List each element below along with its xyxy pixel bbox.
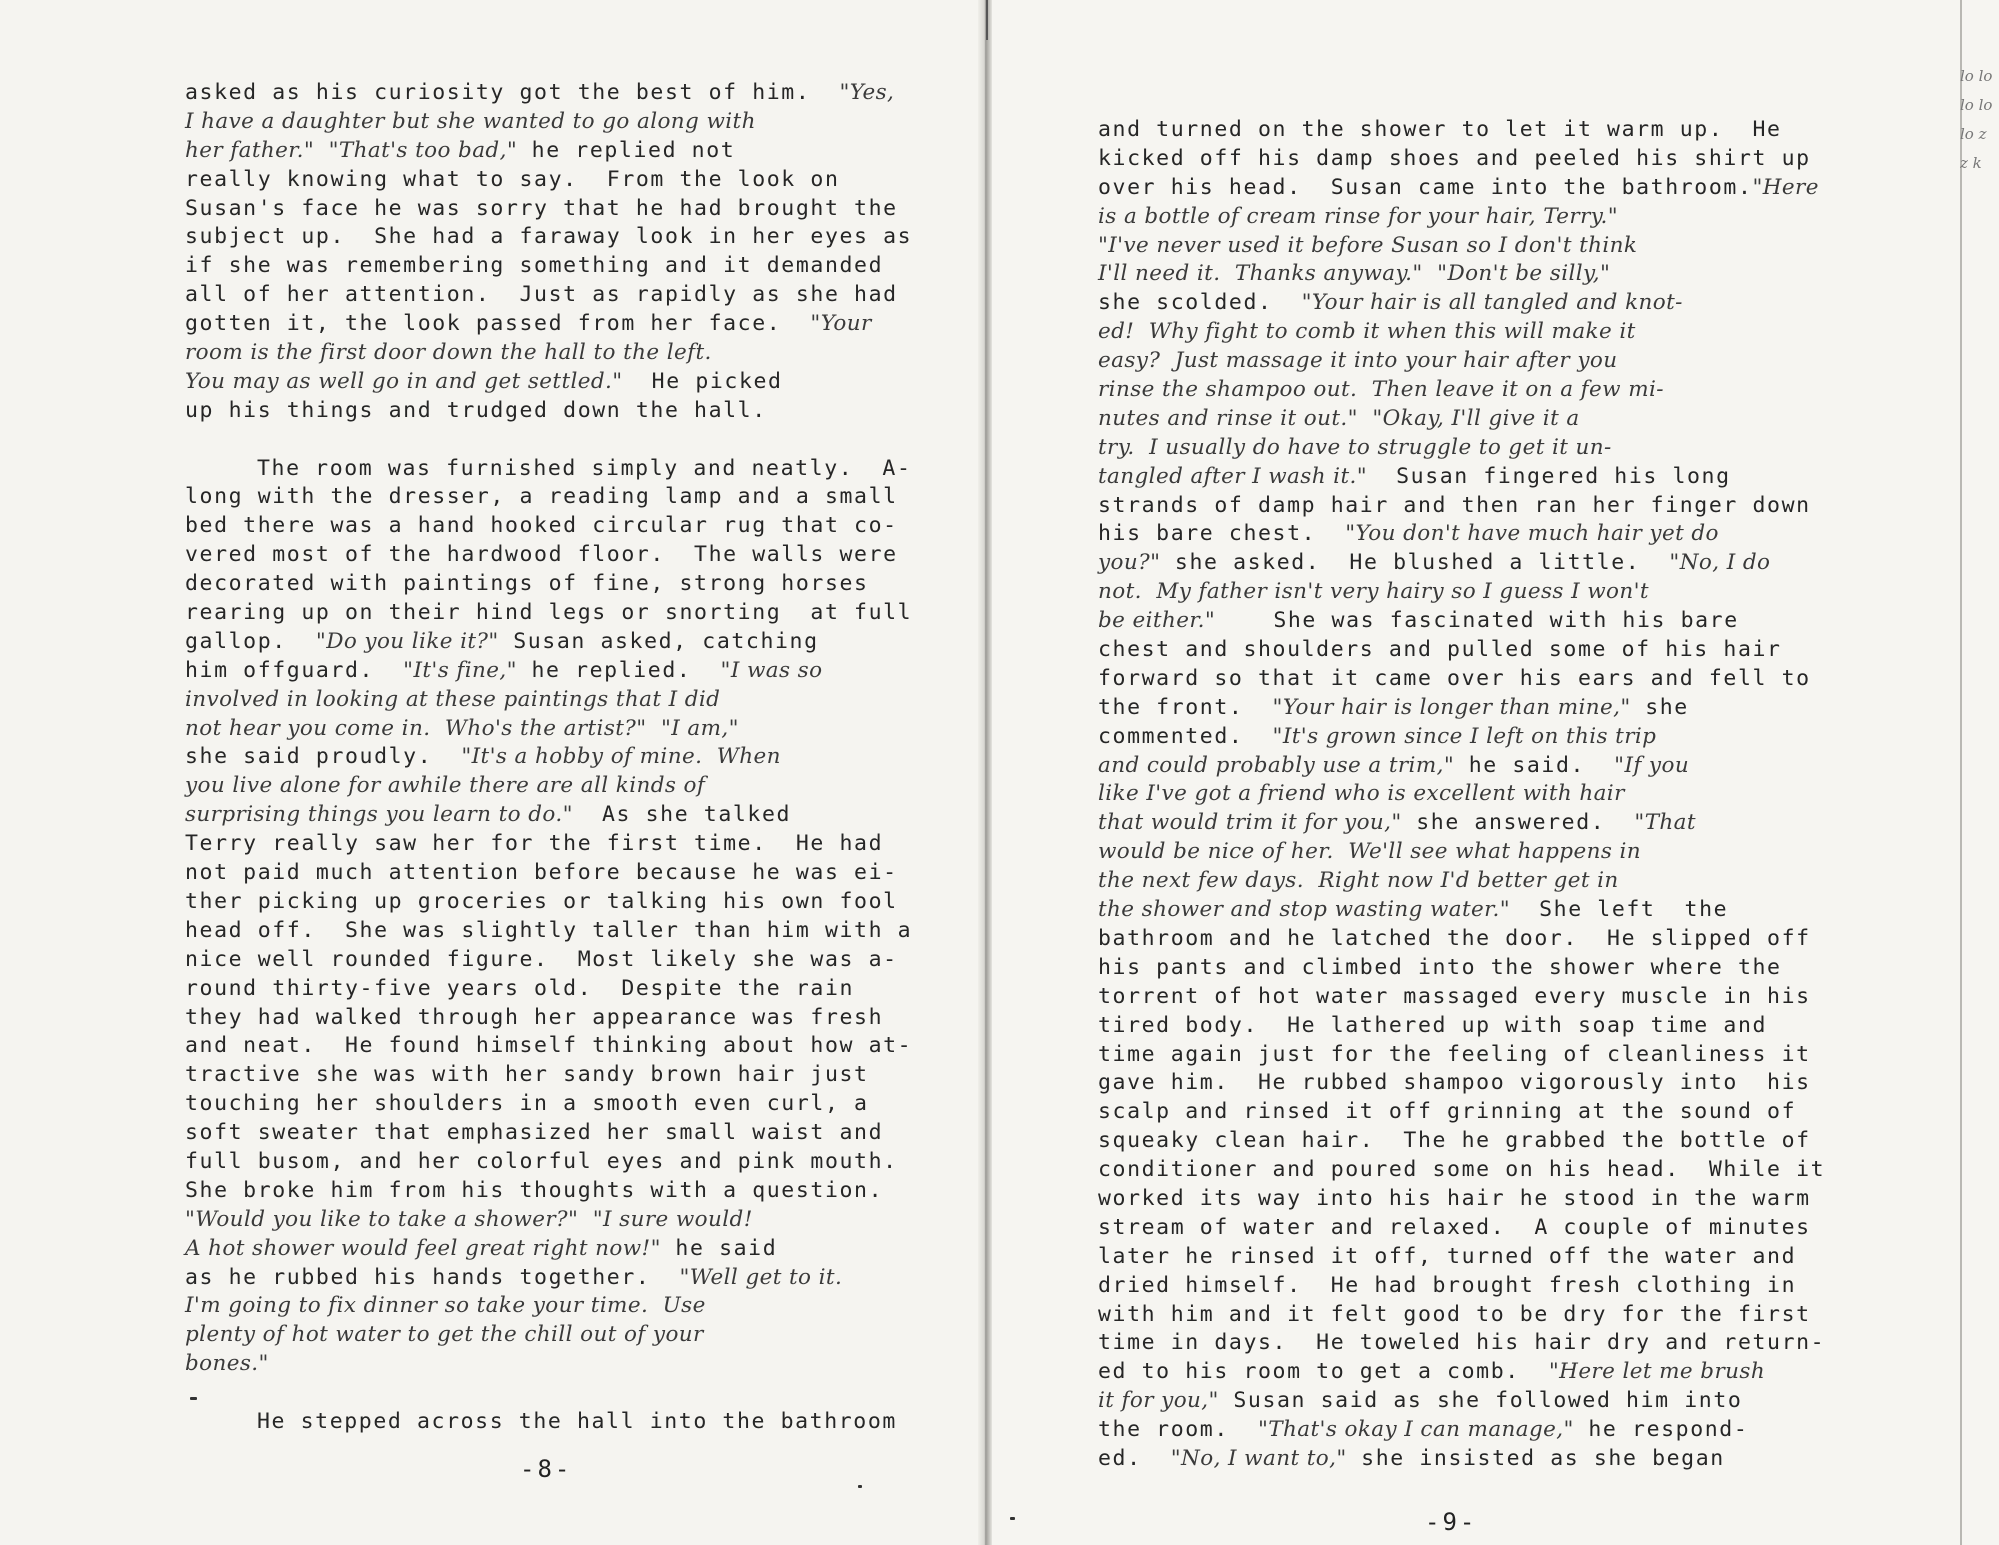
narration-segment: bathroom and he latched the door. He slipped off <box>1098 925 1811 951</box>
dialogue-segment: nutes and rinse it out." "Okay, I'll give it a <box>1098 405 1580 431</box>
dialogue-segment: "Do you like it?" <box>315 628 499 654</box>
dialogue-segment: and could probably use a trim," <box>1098 752 1455 778</box>
text-line <box>1098 1358 1825 1387</box>
text-line <box>1098 260 1825 289</box>
book-gutter <box>978 0 992 1545</box>
text-line <box>185 1177 912 1206</box>
ink-speck <box>190 1397 197 1400</box>
narration-segment: he replied. <box>516 657 721 683</box>
narration-segment: nice well rounded figure. Most likely she was a- <box>185 946 898 972</box>
narration-segment: touching her shoulders in a smooth even curl, a <box>185 1091 869 1117</box>
narration-segment: tractive she was with her sandy brown hair just <box>185 1062 869 1088</box>
gutter-shadow <box>986 0 988 40</box>
dialogue-segment: surprising things you learn to do." <box>185 802 573 828</box>
dialogue-segment: rinse the shampoo out. Then leave it on a few mi- <box>1098 377 1664 403</box>
text-line <box>185 137 912 166</box>
dialogue-segment: "It's grown since I left on this trip <box>1272 723 1657 749</box>
narration-segment: he said <box>660 1235 778 1261</box>
text-line <box>1098 925 1825 954</box>
text-line <box>185 859 912 888</box>
narration-segment: she <box>1630 694 1689 720</box>
text-line <box>185 917 912 946</box>
text-line <box>185 310 912 339</box>
dialogue-segment: "You don't have much hair yet do <box>1345 521 1719 547</box>
narration-segment: all of her attention. Just as rapidly as she had <box>185 282 898 308</box>
narration-segment: if she was remembering something and it demanded <box>185 253 884 279</box>
bleed-through-text: lo lo lo lo lo z z k <box>1960 67 1993 172</box>
text-line <box>185 1321 912 1350</box>
text-line <box>185 888 912 917</box>
dialogue-segment: you?" <box>1098 550 1161 576</box>
text-line <box>1098 983 1825 1012</box>
dialogue-segment: "That <box>1634 810 1696 836</box>
narration-segment: she answered. <box>1401 810 1635 836</box>
text-line <box>185 108 912 137</box>
narration-segment: round thirty-five years old. Despite the rain <box>185 975 855 1001</box>
dialogue-segment: A hot shower would feel great right now!" <box>185 1235 661 1261</box>
dialogue-segment: room is the first door down the hall to the left. <box>185 340 712 366</box>
narration-segment: later he rinsed it off, turned off the water and <box>1098 1243 1797 1269</box>
text-line <box>1098 1156 1825 1185</box>
narration-segment: vered most of the hardwood floor. The walls were <box>185 542 898 568</box>
narration-segment: worked its way into his hair he stood in the warm <box>1098 1185 1811 1211</box>
narration-segment: long with the dresser, a reading lamp and a small <box>185 484 898 510</box>
narration-segment: As she talked <box>572 802 792 828</box>
text-line <box>1098 116 1825 145</box>
narration-segment: time in days. He toweled his hair dry and return- <box>1098 1330 1826 1356</box>
dialogue-segment: not hear you come in. Who's the artist?" "I am," <box>185 715 739 741</box>
narration-segment: over his head. Susan came into the bathroom. <box>1098 174 1753 200</box>
narration-segment: bed there was a hand hooked circular rug that co- <box>185 513 898 539</box>
dialogue-segment: tangled after I wash it." <box>1098 463 1368 489</box>
dialogue-segment: the next few days. Right now I'd better get in <box>1098 868 1619 894</box>
dialogue-segment: her father." "That's too bad," <box>185 137 518 163</box>
text-line <box>185 426 912 455</box>
dialogue-segment: "Here let me brush <box>1548 1359 1766 1385</box>
narration-segment: as he rubbed his hands together. <box>185 1264 680 1290</box>
text-line <box>185 397 912 426</box>
text-line <box>185 628 912 657</box>
dialogue-segment: it for you," <box>1098 1388 1219 1414</box>
text-line <box>1098 1387 1825 1416</box>
narration-segment: dried himself. He had brought fresh clothing in <box>1098 1272 1797 1298</box>
narration-segment: Susan's face he was sorry that he had brought the <box>185 195 898 221</box>
narration-segment: conditioner and poured some on his head. While it <box>1098 1157 1826 1183</box>
dialogue-segment: is a bottle of cream rinse for your hair, Terry." <box>1098 203 1618 229</box>
right-page <box>985 0 1999 1545</box>
text-line <box>185 599 912 628</box>
text-line <box>1098 492 1825 521</box>
text-line <box>1098 1243 1825 1272</box>
narration-segment: his bare chest. <box>1098 521 1346 547</box>
dialogue-segment: ed! Why fight to comb it when this will make it <box>1098 319 1636 345</box>
text-line <box>1098 434 1825 463</box>
text-line <box>185 455 912 484</box>
text-line <box>1098 1329 1825 1358</box>
text-line <box>1098 694 1825 723</box>
narration-segment: gotten it, the look passed from her face. <box>185 311 811 337</box>
text-line <box>1098 1416 1825 1445</box>
narration-segment: the front. <box>1098 694 1273 720</box>
dialogue-segment: "If you <box>1614 752 1690 778</box>
text-line <box>1098 174 1825 203</box>
dialogue-segment: you live alone for awhile there are all kinds of <box>185 773 706 799</box>
text-line <box>1098 1185 1825 1214</box>
text-line <box>1098 1272 1825 1301</box>
narration-segment: scalp and rinsed it off grinning at the sound of <box>1098 1099 1797 1125</box>
text-line <box>185 1119 912 1148</box>
text-line <box>185 715 912 744</box>
narration-segment: She broke him from his thoughts with a question. <box>185 1177 884 1203</box>
dialogue-segment: "No, I want to," <box>1170 1445 1347 1471</box>
narration-segment: he respond- <box>1573 1417 1749 1443</box>
dialogue-segment: I have a daughter but she wanted to go along with <box>185 108 756 134</box>
text-line <box>1098 838 1825 867</box>
text-line <box>185 801 912 830</box>
narration-segment: He picked <box>622 368 783 394</box>
dialogue-segment: "That's okay I can manage," <box>1258 1417 1574 1443</box>
narration-segment: the room. <box>1098 1417 1258 1443</box>
narration-segment: Susan said as she followed him into <box>1218 1388 1743 1414</box>
text-line <box>1098 636 1825 665</box>
text-line <box>185 483 912 512</box>
narration-segment: ed to his room to get a comb. <box>1098 1359 1549 1385</box>
dialogue-segment: the shower and stop wasting water." <box>1098 897 1511 923</box>
narration-segment: up his things and trudged down the hall. <box>185 397 767 423</box>
page-number-right: -9- <box>1425 1508 1478 1536</box>
text-line <box>1098 520 1825 549</box>
ink-speck <box>858 1485 862 1488</box>
right-page-text <box>1098 116 1825 1474</box>
text-line <box>185 1292 912 1321</box>
dialogue-segment: "Well get to it. <box>679 1264 843 1290</box>
text-line <box>1098 376 1825 405</box>
narration-segment: rearing up on their hind legs or snorting at full <box>185 600 913 626</box>
text-line <box>1098 1041 1825 1070</box>
dialogue-segment: "Your <box>810 311 872 337</box>
narration-segment: torrent of hot water massaged every muscle in his <box>1098 983 1811 1009</box>
text-line <box>185 1350 912 1379</box>
text-line <box>1098 578 1825 607</box>
text-line <box>1098 1214 1825 1243</box>
narration-segment: ed. <box>1098 1445 1171 1471</box>
text-line <box>1098 1127 1825 1156</box>
narration-segment: subject up. She had a faraway look in her eyes as <box>185 224 913 250</box>
narration-segment: commented. <box>1098 723 1273 749</box>
narration-segment: really knowing what to say. From the look on <box>185 166 840 192</box>
narration-segment: they had walked through her appearance was fresh <box>185 1004 884 1030</box>
text-line <box>185 252 912 281</box>
left-page-text <box>185 79 912 1437</box>
narration-segment: kicked off his damp shoes and peeled his shirt up <box>1098 145 1811 171</box>
text-line <box>185 570 912 599</box>
text-line <box>185 512 912 541</box>
text-line <box>1098 665 1825 694</box>
text-line <box>185 339 912 368</box>
narration-segment: stream of water and relaxed. A couple of minutes <box>1098 1214 1811 1240</box>
dialogue-segment: bones." <box>185 1351 269 1377</box>
dialogue-segment: "Your hair is longer than mine," <box>1272 694 1631 720</box>
text-line <box>185 541 912 570</box>
text-line <box>1098 607 1825 636</box>
narration-segment: Terry really saw her for the first time. He had <box>185 831 884 857</box>
text-line <box>1098 896 1825 925</box>
text-line <box>1098 318 1825 347</box>
narration-segment: head off. She was slightly taller than him with a <box>185 917 913 943</box>
text-line <box>185 1090 912 1119</box>
text-line <box>185 1148 912 1177</box>
text-line <box>1098 347 1825 376</box>
dialogue-segment: easy? Just massage it into your hair after you <box>1098 348 1618 374</box>
narration-segment: she said proudly. <box>185 744 462 770</box>
narration-segment: soft sweater that emphasized her small waist and <box>185 1120 884 1146</box>
text-line <box>1098 405 1825 434</box>
text-line <box>185 79 912 108</box>
text-line <box>1098 232 1825 261</box>
narration-segment: he said. <box>1454 752 1615 778</box>
narration-segment: The room was furnished simply and neatly. A- <box>257 455 912 481</box>
text-line <box>185 1004 912 1033</box>
text-line <box>1098 723 1825 752</box>
narration-segment: his pants and climbed into the shower where the <box>1098 954 1782 980</box>
dialogue-segment: "I was so <box>720 657 823 683</box>
narration-segment: decorated with paintings of fine, strong horses <box>185 571 869 597</box>
narration-segment: He stepped across the hall into the bathroom <box>257 1408 897 1434</box>
dialogue-segment: "No, I do <box>1669 550 1771 576</box>
narration-segment: she asked. He blushed a little. <box>1160 550 1670 576</box>
dialogue-segment: You may as well go in and get settled." <box>185 368 623 394</box>
text-line <box>1098 289 1825 318</box>
narration-segment: She left the <box>1510 897 1729 923</box>
narration-segment: forward so that it came over his ears and fell to <box>1098 665 1811 691</box>
text-line <box>185 772 912 801</box>
text-line <box>185 1061 912 1090</box>
dialogue-segment: "Here <box>1752 174 1819 200</box>
left-page <box>0 0 985 1545</box>
text-line <box>1098 1301 1825 1330</box>
narration-segment: full busom, and her colorful eyes and pink mouth. <box>185 1148 898 1174</box>
text-line <box>185 743 912 772</box>
dialogue-segment: try. I usually do have to struggle to get it un- <box>1098 434 1612 460</box>
dialogue-segment: "Yes, <box>839 80 895 105</box>
text-line <box>1098 145 1825 174</box>
text-line <box>185 281 912 310</box>
text-line <box>1098 1069 1825 1098</box>
narration-segment: gallop. <box>185 628 316 654</box>
narration-segment: Susan fingered his long <box>1367 463 1731 489</box>
dialogue-segment: be either." <box>1098 608 1216 634</box>
narration-segment: She was fascinated with his bare <box>1215 608 1739 634</box>
narration-segment: asked as his curiosity got the best of him. <box>185 80 840 105</box>
text-line <box>185 686 912 715</box>
dialogue-segment: not. My father isn't very hairy so I guess I won't <box>1098 579 1649 605</box>
dialogue-segment: "It's a hobby of mine. When <box>461 744 781 770</box>
dialogue-segment: plenty of hot water to get the chill out of your <box>185 1322 704 1348</box>
narration-segment: tired body. He lathered up with soap time and <box>1098 1012 1768 1038</box>
dialogue-segment: I'll need it. Thanks anyway." "Don't be silly," <box>1098 261 1611 287</box>
narration-segment: strands of damp hair and then ran her finger down <box>1098 492 1811 518</box>
narration-segment: him offguard. <box>185 657 404 683</box>
text-line <box>1098 780 1825 809</box>
text-line <box>1098 954 1825 983</box>
dialogue-segment: would be nice of her. We'll see what happens in <box>1098 839 1642 865</box>
narration-segment: ther picking up groceries or talking his own fool <box>185 888 898 914</box>
text-line <box>185 195 912 224</box>
text-line <box>185 166 912 195</box>
dialogue-segment: "Your hair is all tangled and knot- <box>1301 290 1683 316</box>
ink-speck <box>1010 1517 1015 1520</box>
text-line <box>1098 1445 1825 1474</box>
narration-segment: she insisted as she began <box>1346 1445 1725 1471</box>
narration-segment: not paid much attention before because he was ei- <box>185 860 898 886</box>
narration-segment: he replied not <box>517 137 736 163</box>
narration-segment: gave him. He rubbed shampoo vigorously into his <box>1098 1070 1811 1096</box>
narration-segment: Susan asked, catching <box>498 628 819 654</box>
dialogue-segment: "Would you like to take a shower?" "I sure would! <box>185 1206 753 1232</box>
text-line <box>1098 809 1825 838</box>
text-line <box>185 830 912 859</box>
text-line <box>185 657 912 686</box>
text-line <box>185 1264 912 1293</box>
text-line <box>185 975 912 1004</box>
dialogue-segment: involved in looking at these paintings that I did <box>185 686 721 712</box>
text-line <box>1098 867 1825 896</box>
dialogue-segment: I'm going to fix dinner so take your time. Use <box>185 1293 706 1319</box>
dialogue-segment: like I've got a friend who is excellent with hair <box>1098 781 1625 807</box>
narration-segment: and turned on the shower to let it warm up. He <box>1098 117 1782 142</box>
text-line <box>185 368 912 397</box>
text-line <box>1098 463 1825 492</box>
dialogue-segment: that would trim it for you," <box>1098 810 1402 836</box>
narration-segment: squeaky clean hair. The he grabbed the bottle of <box>1098 1128 1811 1154</box>
page-edge <box>1960 0 1962 1545</box>
text-line <box>1098 203 1825 232</box>
text-line <box>1098 549 1825 578</box>
text-line <box>185 1206 912 1235</box>
text-line <box>1098 752 1825 781</box>
dialogue-segment: "I've never used it before Susan so I don't think <box>1098 232 1638 258</box>
text-line <box>185 946 912 975</box>
narration-segment: time again just for the feeling of cleanliness it <box>1098 1041 1811 1067</box>
text-line <box>185 1235 912 1264</box>
narration-segment: with him and it felt good to be dry for the first <box>1098 1301 1811 1327</box>
narration-segment: and neat. He found himself thinking about how at- <box>185 1033 913 1059</box>
text-line <box>185 1032 912 1061</box>
text-line <box>185 1379 912 1408</box>
text-line <box>185 1408 912 1437</box>
narration-segment: chest and shoulders and pulled some of his hair <box>1098 637 1782 663</box>
text-line <box>1098 1012 1825 1041</box>
text-line <box>185 223 912 252</box>
narration-segment: she scolded. <box>1098 290 1302 316</box>
dialogue-segment: "It's fine," <box>403 657 517 683</box>
text-line <box>1098 1098 1825 1127</box>
page-number-left: -8- <box>520 1455 573 1483</box>
